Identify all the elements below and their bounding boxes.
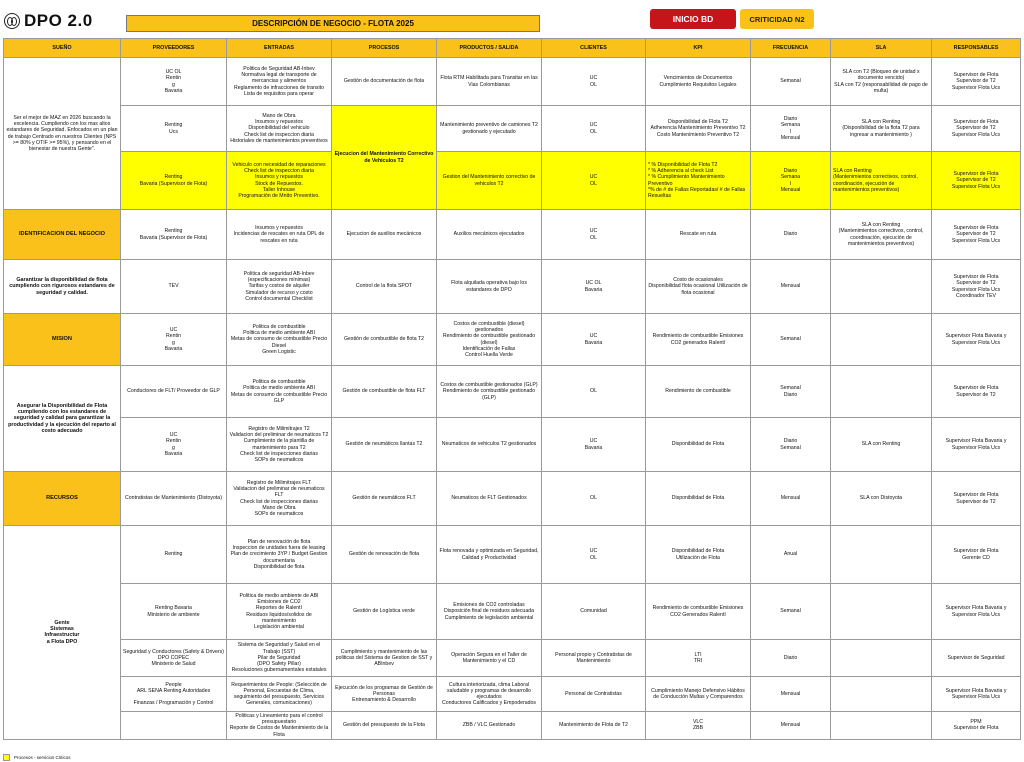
- cell-clientes: UC OL: [542, 526, 646, 584]
- cell-frecuencia: Semanal Diario: [751, 366, 831, 418]
- cell-entradas: Registro de Milimitrajes FLT Validacion del preliminar de neumaticos FLT Check list de inspecciones diarias Mano de Obra SOPs de neumaticos: [227, 472, 332, 526]
- cell-responsables: Supervisor de Seguridad: [932, 640, 1021, 677]
- cell-entradas: Requerimientos de People: (Selección de Personal, Encuestas de Clima, seguimiento del presupuesto, Servicios Generales, comunicaciones): [227, 677, 332, 712]
- cell-responsables: PPM Supervisor de Flota: [932, 712, 1021, 740]
- cell-frecuencia: Diario: [751, 210, 831, 260]
- footnote: [3, 754, 71, 761]
- cell-procesos-critical: Ejecucion del Mantenimiento Correctivo de Vehiculos T2: [332, 106, 437, 210]
- sueno-objetivo: Garantizar la disponibilidad de flota cumpliendo con rigurosos estandares de seguridad y calidad.: [4, 260, 121, 314]
- sueno-objetivo-2: Asegurar la Disponibilidad de Flota cumpliendo con los estandares de seguridad y calidad para garantizar la productividad y la ejecución del reparto al costo adecuado: [4, 366, 121, 472]
- cell-clientes: Mantenimiento de Flota de T2: [542, 712, 646, 740]
- cell-sla: SLA con Renting (Mantenimientos correctivos, control, coordinación, ejecución de mantenimientos preventivos): [831, 210, 932, 260]
- cell-sla: [831, 584, 932, 640]
- cell-procesos: Gestión de combustible de flota FLT: [332, 366, 437, 418]
- cell-frecuencia: Anual: [751, 526, 831, 584]
- cell-sla: [831, 260, 932, 314]
- cell-kpi: Disponibilidad de Flota Utilización de Flota: [646, 526, 751, 584]
- cell-sla: [831, 366, 932, 418]
- cell-entradas: Politica de seguridad AB-Inbev (especificaciones mínimas) Tarifas y costos de alquiler Simulador de recurso y costo Control documental Checklist: [227, 260, 332, 314]
- cell-responsables: Supervisor Flota Bavaria y Supervisor Flota Ucs: [932, 584, 1021, 640]
- cell-proveedores: Renting Bavaria Ministerio de ambiente: [121, 584, 227, 640]
- cell-productos: Gestion del Mantenimiento correctivo de vehiculos T2: [437, 152, 542, 210]
- cell-clientes: Personal propio y Contratistas de Mantenimiento: [542, 640, 646, 677]
- sueno-recursos-detalle: Gente Sistemas Infraestructur a Flota DPO: [4, 526, 121, 740]
- cell-clientes: UC OL: [542, 152, 646, 210]
- cell-proveedores: [121, 712, 227, 740]
- cell-sla: [831, 640, 932, 677]
- cell-procesos: Control de la flota SPOT: [332, 260, 437, 314]
- cell-sla: SLA con T2 (Bloqueo de unidad x documento vencido) SLA con T2 (responsabilidad de pago de multa): [831, 58, 932, 106]
- cell-sla: SLA con Renting (Mantenimientos correctivos, control, coordinación, ejecución de mantenimientos preventivos): [831, 152, 932, 210]
- cell-proveedores: Contratistas de Mantenimiento (Distoyota): [121, 472, 227, 526]
- cell-sla: [831, 712, 932, 740]
- col-header-clientes: CLIENTES: [542, 39, 646, 58]
- cell-proveedores: Conductores de FLT/ Proveedor de GLP: [121, 366, 227, 418]
- cell-sla: SLA con Renting: [831, 418, 932, 472]
- cell-clientes: OL: [542, 366, 646, 418]
- cell-productos: Mantenimiento preventivo de camiones T2 gestionado y ejecutado: [437, 106, 542, 152]
- table-row: [4, 260, 1021, 314]
- cell-productos: Auxilios mecánicos ejecutados: [437, 210, 542, 260]
- cell-procesos: Gestión de neumáticos FLT: [332, 472, 437, 526]
- inicio-bd-button[interactable]: INICIO BD: [650, 9, 736, 29]
- cell-frecuencia: Diario Semana l Mensual: [751, 106, 831, 152]
- table-row: [4, 472, 1021, 526]
- table-row: [4, 58, 1021, 106]
- cell-entradas: Politicas y Lineamiento para el control presupuestario Reporte de Costos de Mantenimiento de la Flota: [227, 712, 332, 740]
- footnote-text: Procesos - servicios Criticos: [14, 755, 71, 760]
- cell-kpi: LTI TRI: [646, 640, 751, 677]
- sueno-identificacion: IDENTIFICACION DEL NEGOCIO: [4, 210, 121, 260]
- cell-procesos: Gestión del presupuesto de la Flota: [332, 712, 437, 740]
- cell-sla: [831, 677, 932, 712]
- cell-proveedores: Seguridad y Conductores (Safety & Drivers) DPO COPEC Ministerio de Salud: [121, 640, 227, 677]
- cell-productos: Flota renovada y optimizada en Seguridad, Calidad y Productividad: [437, 526, 542, 584]
- cell-procesos: Cumplimiento y mantenimiento de las politicas del Sistema de Gestion de SST y ABInbev: [332, 640, 437, 677]
- table-row: [4, 314, 1021, 366]
- table-row: [4, 640, 1021, 677]
- cell-productos: Costos de combustible (diesel) gestionados Rendimiento de combustible gestionado (diesel) Identificación de Fallas Control Huella Verde: [437, 314, 542, 366]
- cell-proveedores: UC Rentin g Bavaria: [121, 418, 227, 472]
- cell-frecuencia: Semanal: [751, 314, 831, 366]
- cell-productos: Flota RTM Habilitada para Transitar en las Vias Colombianas: [437, 58, 542, 106]
- cell-kpi: Costo de ocasionales Disponibilidad flota ocasional Utilización de flota ocasional: [646, 260, 751, 314]
- cell-proveedores: Renting Bavaria (Supervisor de Flota): [121, 210, 227, 260]
- cell-kpi: Vencimientos de Documentos Cumplimiento Requisitos Legales: [646, 58, 751, 106]
- cell-frecuencia: Diario Semanal: [751, 418, 831, 472]
- cell-clientes: UC OL: [542, 210, 646, 260]
- cell-proveedores: UC OL Rentin g Bavaria: [121, 58, 227, 106]
- cell-responsables: Supervisor Flota Bavaria y Supervisor Flota Ucs: [932, 677, 1021, 712]
- cell-responsables: Supervisor de Flota Supervisor de T2 Supervisor Flota Ucs Coordinador TEV: [932, 260, 1021, 314]
- cell-productos: Costos de combustible gestionados (GLP) Rendimiento de combustible gestionado (GLP): [437, 366, 542, 418]
- table-row: [4, 210, 1021, 260]
- cell-entradas: Politica de combustible Politica de medio ambiente ABI Metas de consumo de combustible Precio GLP: [227, 366, 332, 418]
- cell-procesos: Gestión de combustible de flota T2: [332, 314, 437, 366]
- sueno-recursos: RECURSOS: [4, 472, 121, 526]
- cell-frecuencia: Semanal: [751, 584, 831, 640]
- cell-proveedores: Renting Bavaria (Supervisor de Flota): [121, 152, 227, 210]
- sueno-vision: Ser el mejor de MAZ en 2026 buscando la excelencia. Cumpliendo con los mas altos estandares de Seguridad. Enfocados en un plan de trabajo Centrado en nuestros Clientes (NPS >= 80% y OTIF >= 95%), y pensando en el bienestar de nuestra Gente".: [4, 58, 121, 210]
- cell-entradas: Mano de Obra Insumos y repuestos Disponibilidad del vehiculo Check list de inspeccion diaria Historiales de mantenimientos preventivos: [227, 106, 332, 152]
- table-row: [4, 366, 1021, 418]
- col-header-sueno: SUEÑO: [4, 39, 121, 58]
- cell-responsables: Supervisor Flota Bavaria y Supervisor Flota Ucs: [932, 314, 1021, 366]
- logo-text: DPO 2.0: [24, 11, 93, 30]
- logo: [4, 10, 122, 32]
- cell-responsables: Supervisor de Flota Supervisor de T2 Supervisor Flota Ucs: [932, 210, 1021, 260]
- cell-entradas: Insumos y repuestos Incidencias de rescates en ruta OPL de rescates en ruta: [227, 210, 332, 260]
- cell-procesos: Gestión de documentación de flota: [332, 58, 437, 106]
- cell-proveedores: UC Rentin g Bavaria: [121, 314, 227, 366]
- cell-sla: SLA con Renting (Disponibilidad de la flota T2 para ingresar a mantenimiento ): [831, 106, 932, 152]
- cell-sla: [831, 314, 932, 366]
- cell-clientes: UC OL: [542, 58, 646, 106]
- cell-kpi: Disponibilidad de Flota T2 Adherencia Mantenimiento Preventivo T2 Costo Mantenimiento Preventivo T2: [646, 106, 751, 152]
- cell-responsables: Supervisor de Flota Gerente CD: [932, 526, 1021, 584]
- cell-clientes: OL: [542, 472, 646, 526]
- cell-frecuencia: Mensual: [751, 712, 831, 740]
- col-header-entradas: ENTRADAS: [227, 39, 332, 58]
- cell-entradas: Registro de Milimitrajes T2 Validacion del preliminar de neumaticos T2 Cumplimiento de la plantilla de mantenimiento para T2 Check list de inspecciones diarias SOPs de neumaticos: [227, 418, 332, 472]
- cell-proveedores: TEV: [121, 260, 227, 314]
- top-header: [0, 0, 1024, 38]
- cell-responsables: Supervisor de Flota Supervisor de T2 Supervisor Flota Ucs: [932, 58, 1021, 106]
- cell-kpi: Rescate en ruta: [646, 210, 751, 260]
- col-header-sla: SLA: [831, 39, 932, 58]
- cell-procesos: Gestión de renovación de flota: [332, 526, 437, 584]
- cell-frecuencia: Diario Semana l Mensual: [751, 152, 831, 210]
- cell-procesos: Gestión de Logística verde: [332, 584, 437, 640]
- table-row-critical: [4, 152, 1021, 210]
- cell-entradas: Politica de medio ambiente de ABI Emisiones de CO2 Reportes de Ralentí Residuos liquidos/solidos de mantenimiento Legislación ambiental: [227, 584, 332, 640]
- cell-frecuencia: Mensual: [751, 260, 831, 314]
- cell-productos: Neumaticos de vehiculos T2 gestionados: [437, 418, 542, 472]
- cell-entradas: Politica de combustible Politica de medio ambiente ABI Metas de consumo de combustible Precio Diesel Green Logistic: [227, 314, 332, 366]
- criticidad-button[interactable]: CRITICIDAD N2: [740, 9, 814, 29]
- cell-proveedores: Renting Ucs: [121, 106, 227, 152]
- cell-kpi: Disponibilidad de Flota: [646, 418, 751, 472]
- cell-kpi: * % Disponibilidad de Flota T2 * % Adherencia al check List * % Cumplimiento Mantenimiento Preventivo *% de # de Fallas Reportadas/ # de Fallas Resueltas: [646, 152, 751, 210]
- cell-proveedores: Renting: [121, 526, 227, 584]
- cell-productos: ZBB / VLC Gestionado: [437, 712, 542, 740]
- cell-kpi: Rendimiento de combustible Emisiones CO2 generados Ralentí: [646, 314, 751, 366]
- cell-responsables: Supervisor de Flota Supervisor de T2 Supervisor Flota Ucs: [932, 152, 1021, 210]
- business-description-table: [3, 38, 1021, 740]
- cell-sla: [831, 526, 932, 584]
- cell-clientes: UC OL Bavaria: [542, 260, 646, 314]
- col-header-responsables: RESPONSABLES: [932, 39, 1021, 58]
- cell-productos: Flota alquilada operativa bajo los estandares de DPO: [437, 260, 542, 314]
- cell-frecuencia: Mensual: [751, 677, 831, 712]
- cell-productos: Emisiones de CO2 controladas Disposición final de residuos adecuada Cumplimiento de legislación ambiental: [437, 584, 542, 640]
- cell-productos: Neumaticos de FLT Gestionados: [437, 472, 542, 526]
- cell-kpi: VLC ZBB: [646, 712, 751, 740]
- cell-entradas: Vehiculo con necesidad de reparaciones Check list de inspeccion diaria Insumos y repuestos Stock de Repuestos. Taller Inhouse Programación de Mntto Preventivo.: [227, 152, 332, 210]
- table-row: [4, 584, 1021, 640]
- cell-clientes: UC OL: [542, 106, 646, 152]
- table-row: [4, 418, 1021, 472]
- cell-frecuencia: Diario: [751, 640, 831, 677]
- table-header-row: [4, 39, 1021, 58]
- cell-entradas: Plan de renovación de flota Inspeccion de unidades fuera de leasing Plan de crecimiento 3YP / Budget Gestion documentaria Disponibilidad de flota: [227, 526, 332, 584]
- cell-productos: Operación Segura en el Taller de Mantenimiento y el CD: [437, 640, 542, 677]
- sueno-mision: MISION: [4, 314, 121, 366]
- cell-clientes: UC Bavaria: [542, 418, 646, 472]
- legend-swatch-icon: [3, 754, 10, 761]
- cell-kpi: Cumplimiento Manejo Defensivo Hábitos de Conducción Multas y Comparendos: [646, 677, 751, 712]
- cell-responsables: Supervisor Flota Bavaria y Supervisor Flota Ucs: [932, 418, 1021, 472]
- cell-productos: Cultura interiorizada, clima Laboral saludable y programas de desarrollo ejecutados Conductores Calificados y Empoderados: [437, 677, 542, 712]
- cell-frecuencia: Semanal: [751, 58, 831, 106]
- cell-procesos: Gestión de neumáticos llantas T2: [332, 418, 437, 472]
- cell-proveedores: People ARL SENA Renting Autoridades Finanzas / Programación y Control: [121, 677, 227, 712]
- cell-responsables: Supervisor de Flota Supervisor de T2: [932, 366, 1021, 418]
- col-header-procesos: PROCESOS: [332, 39, 437, 58]
- cell-kpi: Disponibilidad de Flota: [646, 472, 751, 526]
- table-row: [4, 526, 1021, 584]
- cell-clientes: UC Bavaria: [542, 314, 646, 366]
- col-header-frecuencia: FRECUENCIA: [751, 39, 831, 58]
- table-row: [4, 677, 1021, 712]
- col-header-kpi: KPI: [646, 39, 751, 58]
- cell-responsables: Supervisor de Flota Supervisor de T2 Supervisor Flota Ucs: [932, 106, 1021, 152]
- dpo-logo-icon: [4, 13, 20, 29]
- cell-frecuencia: Mensual: [751, 472, 831, 526]
- cell-entradas: Politica de Seguridad AB-Inbev Normativa legal de transporte de mercancias y alimentos Reglamento de infracciones de transito Lista de requisitos para operar: [227, 58, 332, 106]
- table-row: [4, 712, 1021, 740]
- col-header-proveedores: PROVEEDORES: [121, 39, 227, 58]
- col-header-productos: PRODUCTOS / SALIDA: [437, 39, 542, 58]
- cell-clientes: Comunidad: [542, 584, 646, 640]
- document-title: DESCRIPCIÓN DE NEGOCIO - FLOTA 2025: [126, 15, 540, 32]
- cell-entradas: Sistema de Seguridad y Salud en el Trabajo (SST) Pilar de Seguridad (DPO Safety Pillar) Resoluciones gubernamentales estatales: [227, 640, 332, 677]
- cell-kpi: Rendimiento de combustible: [646, 366, 751, 418]
- cell-procesos: Ejecución de los programas de Gestión de Personas Entrenamiento & Desarrollo: [332, 677, 437, 712]
- cell-clientes: Personal de Contratistas: [542, 677, 646, 712]
- table-row: [4, 106, 1021, 152]
- cell-responsables: Supervisor de Flota Supervisor de T2: [932, 472, 1021, 526]
- cell-kpi: Rendimiento de combustible Emisiones CO2 Generados Ralentí: [646, 584, 751, 640]
- cell-procesos: Ejecucion de auxilios mecánicos: [332, 210, 437, 260]
- cell-sla: SLA con Distoyota: [831, 472, 932, 526]
